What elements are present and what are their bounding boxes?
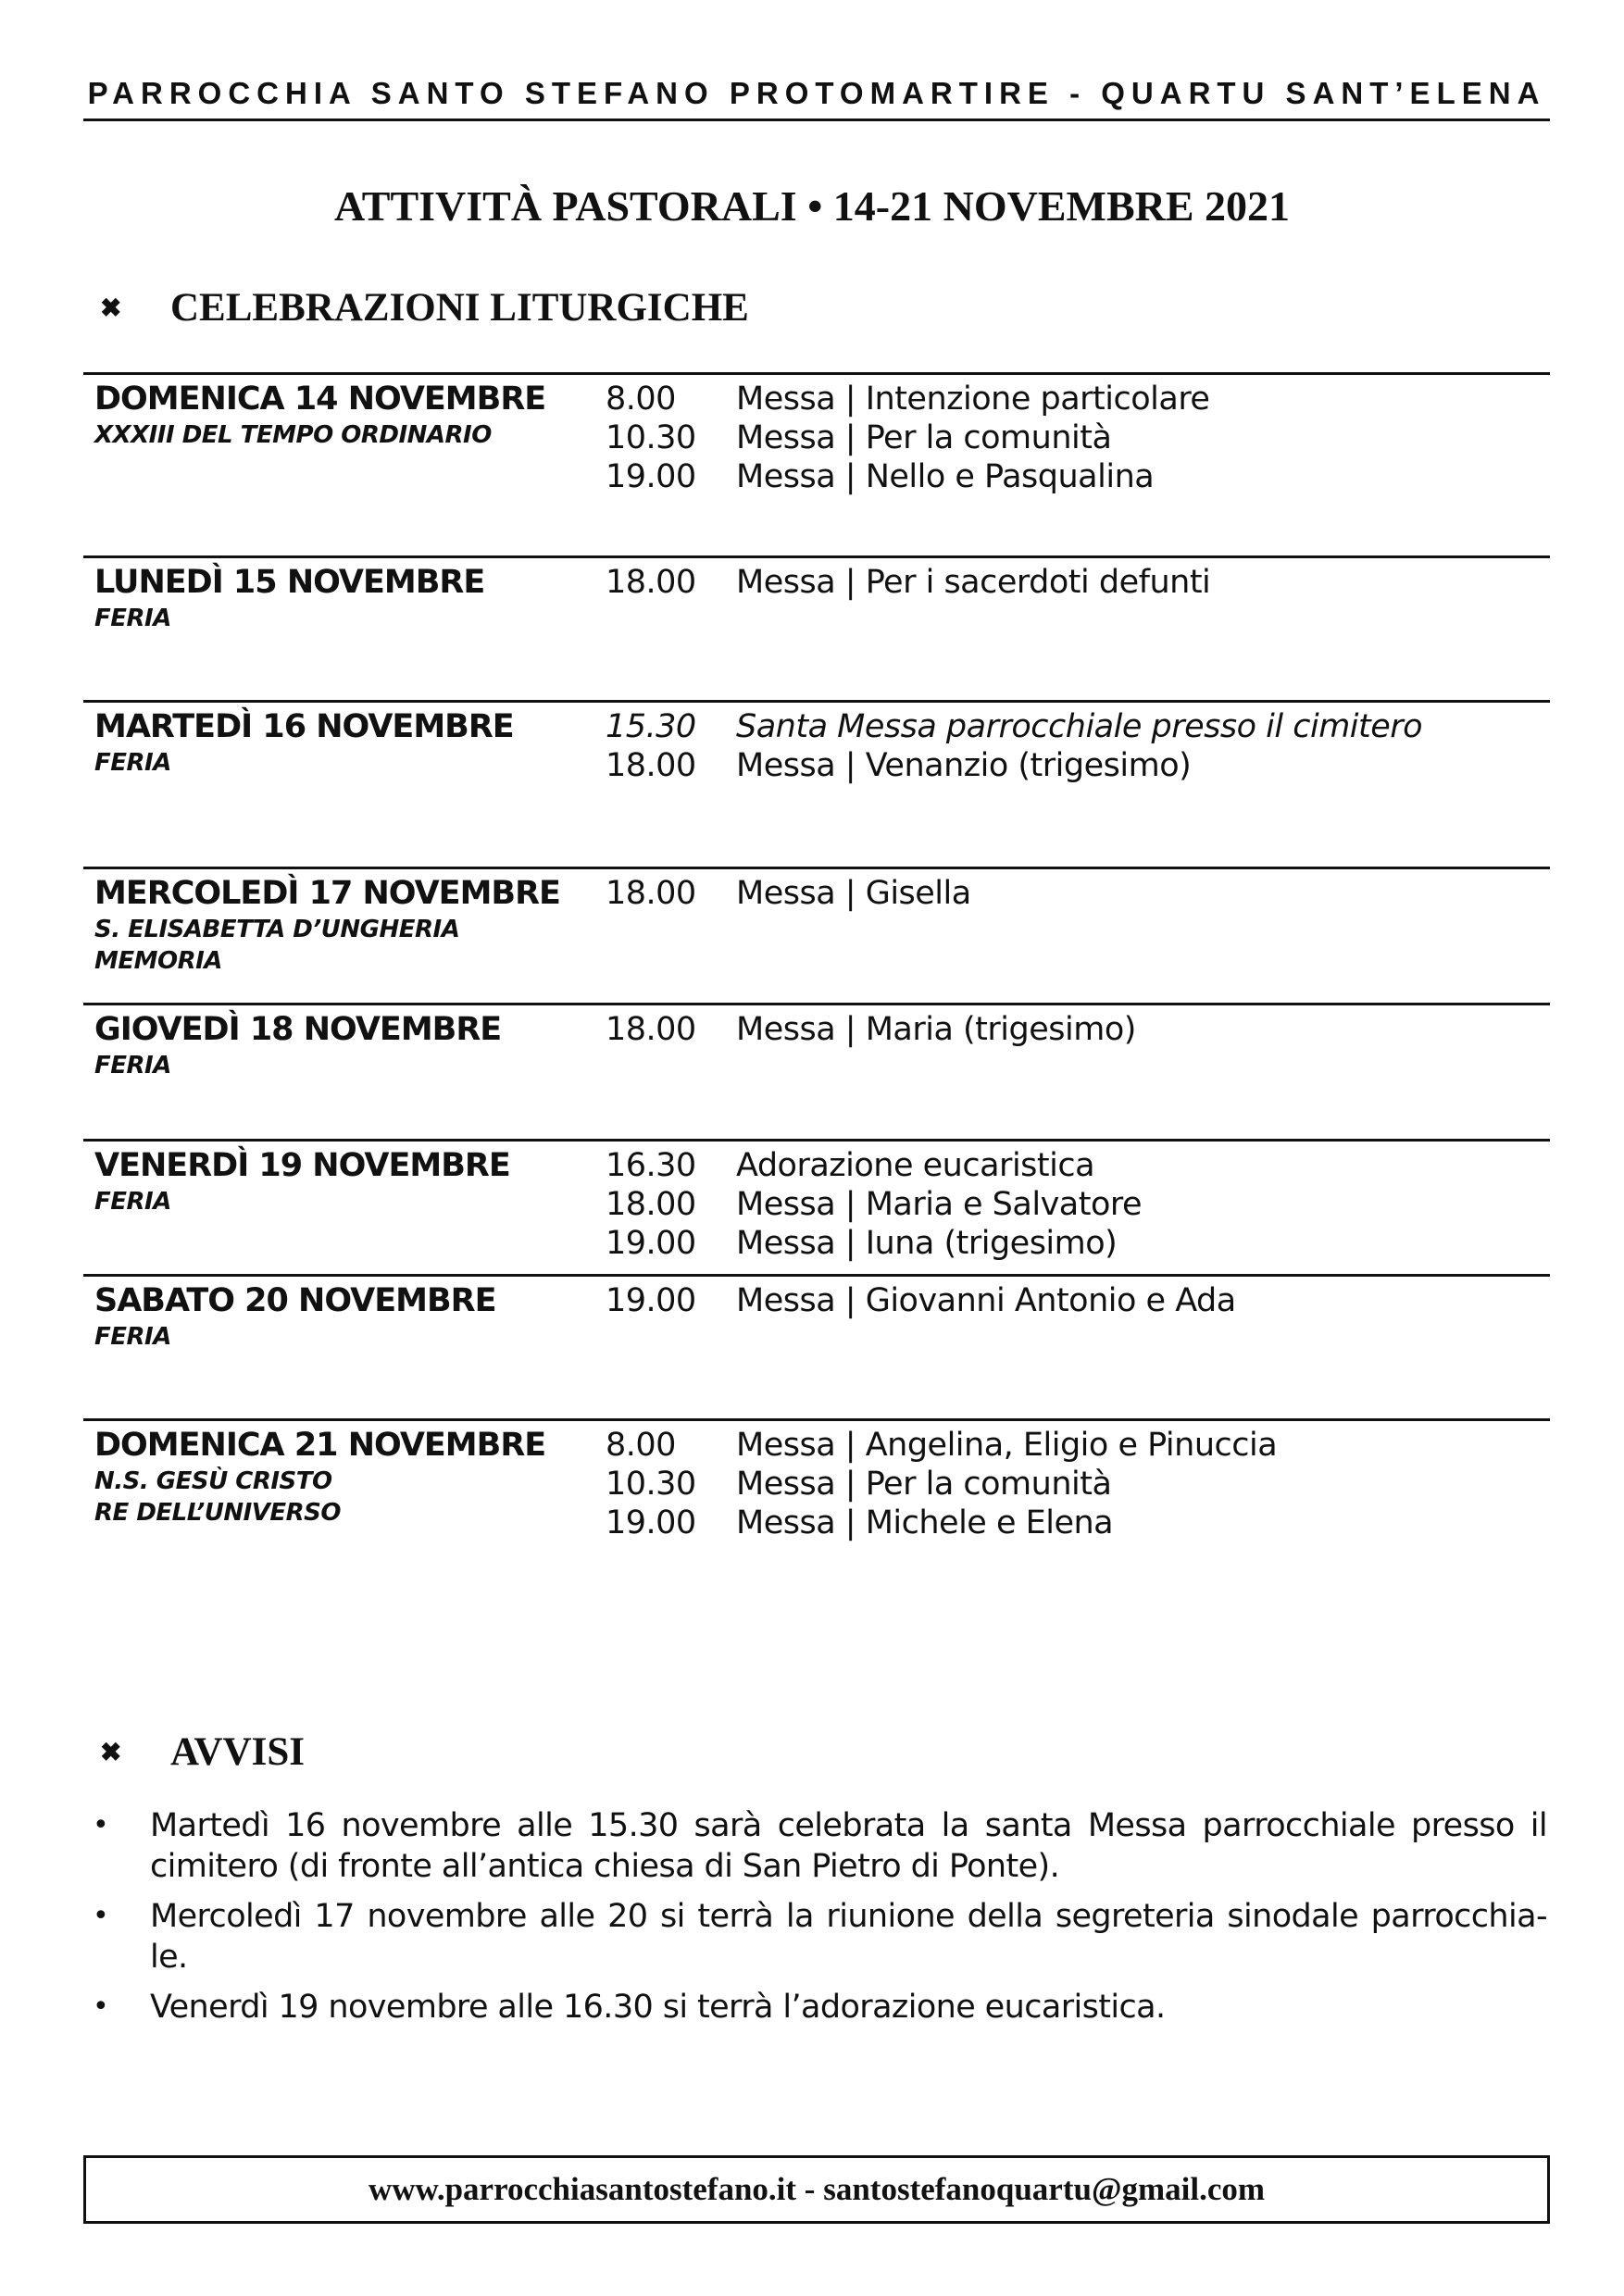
list-item (89, 1805, 1547, 1887)
day-name: GIOVEDÌ 18 NOVEMBRE (94, 1011, 502, 1048)
footer-contact (83, 2155, 1550, 2224)
entry-description: Messa | Maria (trigesimo) (736, 1011, 1136, 1048)
entry-time: 18.00 (606, 1186, 696, 1223)
section-avvisi (100, 1729, 305, 1775)
avviso-text: Mercoledì 17 novembre alle 20 si terrà la riunione della segreteria sinodale parrocchia-le. (150, 1898, 1547, 1976)
star-bullet-icon: ✖ (100, 1738, 122, 1767)
entry-description: Messa | Venanzio (trigesimo) (736, 747, 1192, 784)
day-subtitle: FERIA (94, 605, 171, 632)
header-divider (83, 119, 1550, 121)
entry-time: 8.00 (606, 1427, 676, 1464)
day-name: MARTEDÌ 16 NOVEMBRE (94, 708, 514, 745)
entry-description: Messa | Intenzione particolare (736, 381, 1210, 418)
entry-description: Messa | Nello e Pasqualina (736, 458, 1155, 495)
day-subtitle: S. ELISABETTA D’UNGHERIA (94, 916, 460, 943)
day-subtitle: FERIA (94, 1052, 171, 1079)
day-block (83, 372, 1550, 495)
day-block (83, 867, 1550, 975)
avviso-text: Venerdì 19 novembre alle 16.30 si terrà l’adorazione eucaristica. (150, 1989, 1166, 2026)
entry-time: 18.00 (606, 564, 696, 601)
avvisi-list (89, 1805, 1547, 2037)
section-celebrazioni-title: CELEBRAZIONI LITURGICHE (170, 286, 749, 330)
entry-time: 19.00 (606, 458, 696, 495)
bullet-icon: • (93, 1900, 109, 1932)
entry-time: 18.00 (606, 875, 696, 912)
entry-time: 8.00 (606, 381, 676, 418)
entry-time: 18.00 (606, 747, 696, 784)
entry-description: Messa | Angelina, Eligio e Pinuccia (736, 1427, 1278, 1464)
avviso-text: Martedì 16 novembre alle 15.30 sarà celebrata la santa Messa parrocchiale presso il cimitero (di fronte all’antica chiesa di San Pietro di Ponte). (150, 1807, 1547, 1885)
entry-description: Messa | Michele e Elena (736, 1504, 1114, 1541)
section-celebrazioni (100, 285, 749, 331)
entry-description: Santa Messa parrocchiale presso il cimitero (736, 708, 1423, 745)
day-subtitle: FERIA (94, 749, 171, 777)
day-block (83, 1418, 1550, 1541)
entry-description: Messa | Per i sacerdoti defunti (736, 564, 1211, 601)
bullet-icon: • (93, 1990, 109, 2023)
day-name: LUNEDÌ 15 NOVEMBRE (94, 564, 485, 601)
entry-description: Messa | Per la comunità (736, 419, 1112, 456)
list-item (89, 1987, 1547, 2028)
entry-time: 19.00 (606, 1282, 696, 1319)
entry-time: 16.30 (606, 1147, 696, 1184)
day-name: DOMENICA 14 NOVEMBRE (94, 381, 546, 418)
day-name: VENERDÌ 19 NOVEMBRE (94, 1147, 510, 1184)
entry-description: Messa | Iuna (trigesimo) (736, 1225, 1118, 1262)
day-subtitle: MEMORIA (94, 947, 222, 975)
day-block (83, 1003, 1550, 1079)
entry-description: Messa | Giovanni Antonio e Ada (736, 1282, 1236, 1319)
parish-header: PARROCCHIA SANTO STEFANO PROTOMARTIRE - QUARTU SANT’ELENA (87, 76, 1546, 110)
page-title: ATTIVITÀ PASTORALI • 14-21 NOVEMBRE 2021 (333, 182, 1291, 230)
day-block (83, 1139, 1550, 1262)
day-subtitle: XXXIII DEL TEMPO ORDINARIO (94, 421, 492, 449)
day-subtitle: FERIA (94, 1188, 171, 1216)
entry-time: 19.00 (606, 1225, 696, 1262)
day-block (83, 555, 1550, 632)
day-subtitle: RE DELL’UNIVERSO (94, 1499, 342, 1527)
section-avvisi-title: AVVISI (170, 1730, 305, 1774)
bullet-icon: • (93, 1809, 109, 1841)
entry-description: Messa | Gisella (736, 875, 971, 912)
entry-description: Adorazione eucaristica (736, 1147, 1095, 1184)
day-subtitle: N.S. GESÙ CRISTO (94, 1467, 332, 1495)
day-block (83, 1274, 1550, 1351)
star-bullet-icon: ✖ (100, 293, 122, 323)
day-name: SABATO 20 NOVEMBRE (94, 1282, 496, 1319)
entry-time: 18.00 (606, 1011, 696, 1048)
entry-time: 10.30 (606, 419, 696, 456)
list-item (89, 1896, 1547, 1978)
entry-time: 19.00 (606, 1504, 696, 1541)
day-name: DOMENICA 21 NOVEMBRE (94, 1427, 546, 1464)
day-subtitle: FERIA (94, 1323, 171, 1351)
entry-time: 15.30 (606, 708, 696, 745)
entry-description: Messa | Maria e Salvatore (736, 1186, 1143, 1223)
entry-description: Messa | Per la comunità (736, 1466, 1112, 1503)
footer-text[interactable]: www.parrocchiasantostefano.it - santostefanoquartu@gmail.com (368, 2171, 1266, 2207)
day-block (83, 700, 1550, 784)
entry-time: 10.30 (606, 1466, 696, 1503)
day-name: MERCOLEDÌ 17 NOVEMBRE (94, 875, 560, 912)
